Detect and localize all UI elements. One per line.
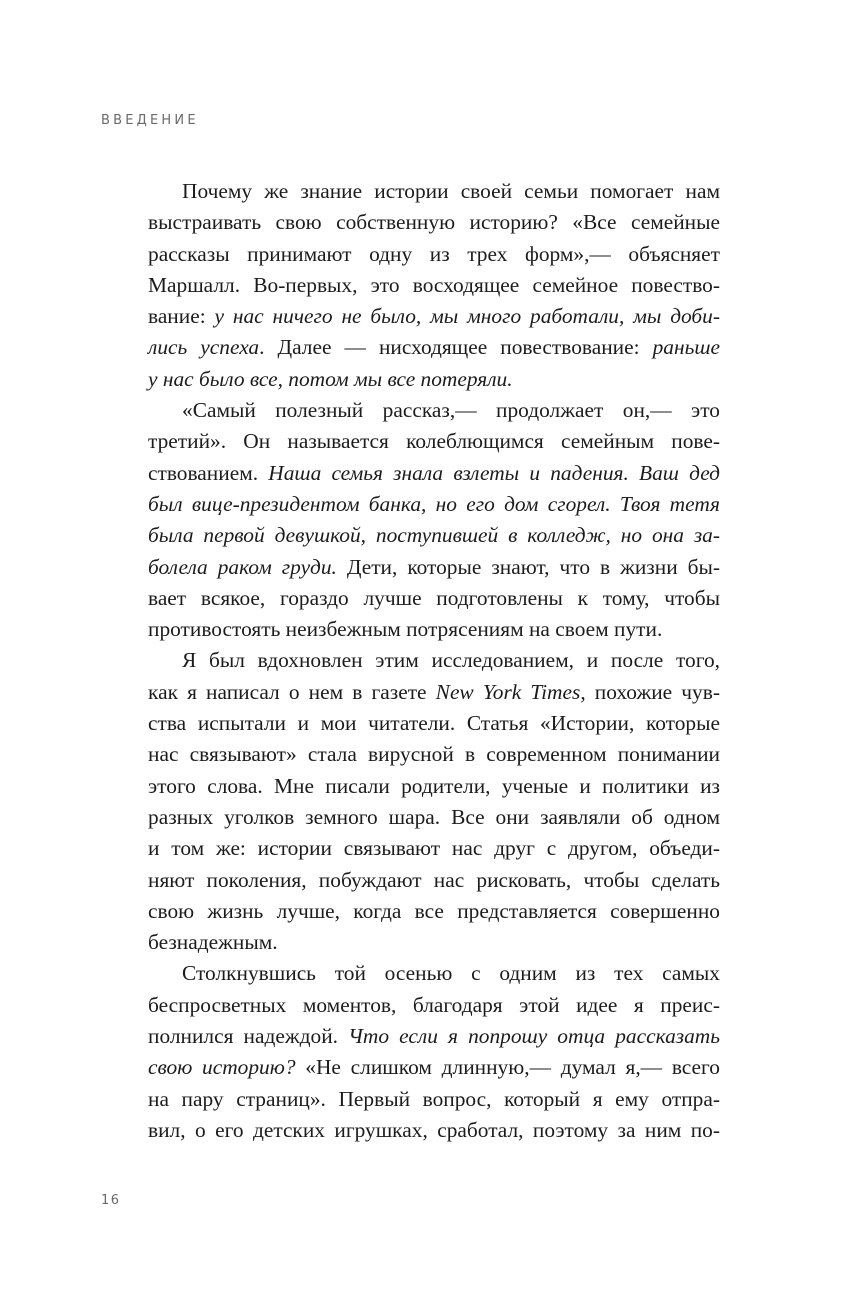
text-run: свою жизнь лучше, когда все представляется совершенно: [148, 898, 720, 923]
italic-text: болела раком груди.: [148, 554, 337, 579]
body-text: [148, 176, 720, 1146]
italic-text: Наша семья знала взлеты и падения. Ваш дед: [268, 460, 720, 485]
text-line: [148, 990, 720, 1021]
text-line: [148, 1084, 720, 1115]
text-line: [148, 426, 720, 457]
text-line: [148, 1115, 720, 1146]
italic-text: раньше: [652, 335, 720, 360]
text-line: [148, 270, 720, 301]
text-line: [148, 645, 720, 676]
text-run: и том же: истории связывают нас друг с другом, объеди-: [148, 836, 720, 861]
text-line: [148, 583, 720, 614]
text-run: этого слова. Мне писали родители, ученые и политики из: [148, 773, 720, 798]
text-line: [148, 802, 720, 833]
text-line: [148, 739, 720, 770]
text-line: [148, 364, 720, 395]
text-run: на пару страниц». Первый вопрос, который я ему отпра-: [148, 1086, 720, 1111]
text-run: беспросветных моментов, благодаря этой идее я преис-: [148, 992, 720, 1017]
text-line: [148, 489, 720, 520]
text-run: ствованием.: [148, 460, 269, 485]
text-run: , похожие чув-: [580, 679, 720, 704]
page-number: 16: [101, 1193, 121, 1208]
text-run: противостоять неизбежным потрясениям на своем пути.: [148, 617, 663, 642]
text-line: [148, 677, 720, 708]
text-run: рассказы принимают одну из трех форм»,— объясняет: [148, 241, 720, 266]
text-line: [148, 520, 720, 551]
text-run: Почему же знание истории своей семьи помогает нам: [182, 179, 720, 203]
text-run: выстраивать свою собственную историю? «Все семейные: [148, 210, 720, 235]
text-line: [148, 708, 720, 739]
text-line: [148, 927, 720, 958]
italic-text: New York Times: [435, 679, 581, 704]
text-line: [148, 239, 720, 270]
text-run: разных уголков земного шара. Все они заявляли об одном: [148, 804, 720, 829]
text-line: [148, 458, 720, 489]
text-run: полнился надеждой.: [148, 1024, 349, 1049]
text-run: нас связывают» стала вирусной в современном понимании: [148, 742, 720, 767]
text-line: [148, 896, 720, 927]
text-run: безнадежным.: [148, 930, 278, 955]
text-run: вание:: [148, 304, 215, 329]
text-run: как я написал о нем в газете: [148, 679, 436, 704]
text-run: . Далее — нисходящее повествование:: [259, 335, 653, 360]
italic-text: свою историю?: [148, 1055, 296, 1080]
italic-text: лись успеха: [148, 335, 260, 360]
text-line: [148, 395, 720, 426]
text-run: Столкнувшись той осенью с одним из тех самых: [182, 961, 720, 986]
text-run: Дети, которые знают, что в жизни бы-: [336, 554, 720, 579]
text-run: Маршалл. Во-первых, это восходящее семейное повество-: [148, 272, 720, 297]
text-run: «Самый полезный рассказ,— продолжает он,— это: [182, 398, 720, 423]
text-line: [148, 958, 720, 989]
text-line: [148, 301, 720, 332]
text-run: вает всякое, гораздо лучше подготовлены к тому, чтобы: [148, 585, 720, 610]
text-line: [148, 771, 720, 802]
text-line: [148, 176, 720, 207]
text-run: няют поколения, побуждают нас рисковать, чтобы сделать: [148, 867, 720, 892]
text-line: [148, 833, 720, 864]
italic-text: была первой девушкой, поступившей в колледж, но она за-: [148, 523, 720, 548]
text-line: [148, 332, 720, 363]
text-line: [148, 865, 720, 896]
italic-text: был вице-президентом банка, но его дом сгорел. Твоя тетя: [148, 491, 720, 516]
running-header: ВВЕДЕНИЕ: [101, 113, 199, 128]
italic-text: у нас было все, потом мы все потеряли.: [148, 366, 513, 391]
text-line: [148, 1052, 720, 1083]
text-run: вил, о его детских игрушках, сработал, поэтому за ним по-: [148, 1117, 720, 1142]
text-run: третий». Он называется колеблющимся семейным пове-: [148, 429, 720, 454]
text-line: [148, 207, 720, 238]
text-line: [148, 1021, 720, 1052]
italic-text: Что если я попрошу отца рассказать: [348, 1024, 720, 1049]
text-run: ства испытали и мои читатели. Статья «Истории, которые: [148, 711, 720, 736]
text-line: [148, 552, 720, 583]
italic-text: у нас ничего не было, мы много работали, мы доби-: [214, 304, 721, 329]
text-run: Я был вдохновлен этим исследованием, и после того,: [182, 648, 720, 673]
text-run: «Не слишком длинную,— думал я,— всего: [295, 1055, 720, 1080]
text-line: [148, 614, 720, 645]
